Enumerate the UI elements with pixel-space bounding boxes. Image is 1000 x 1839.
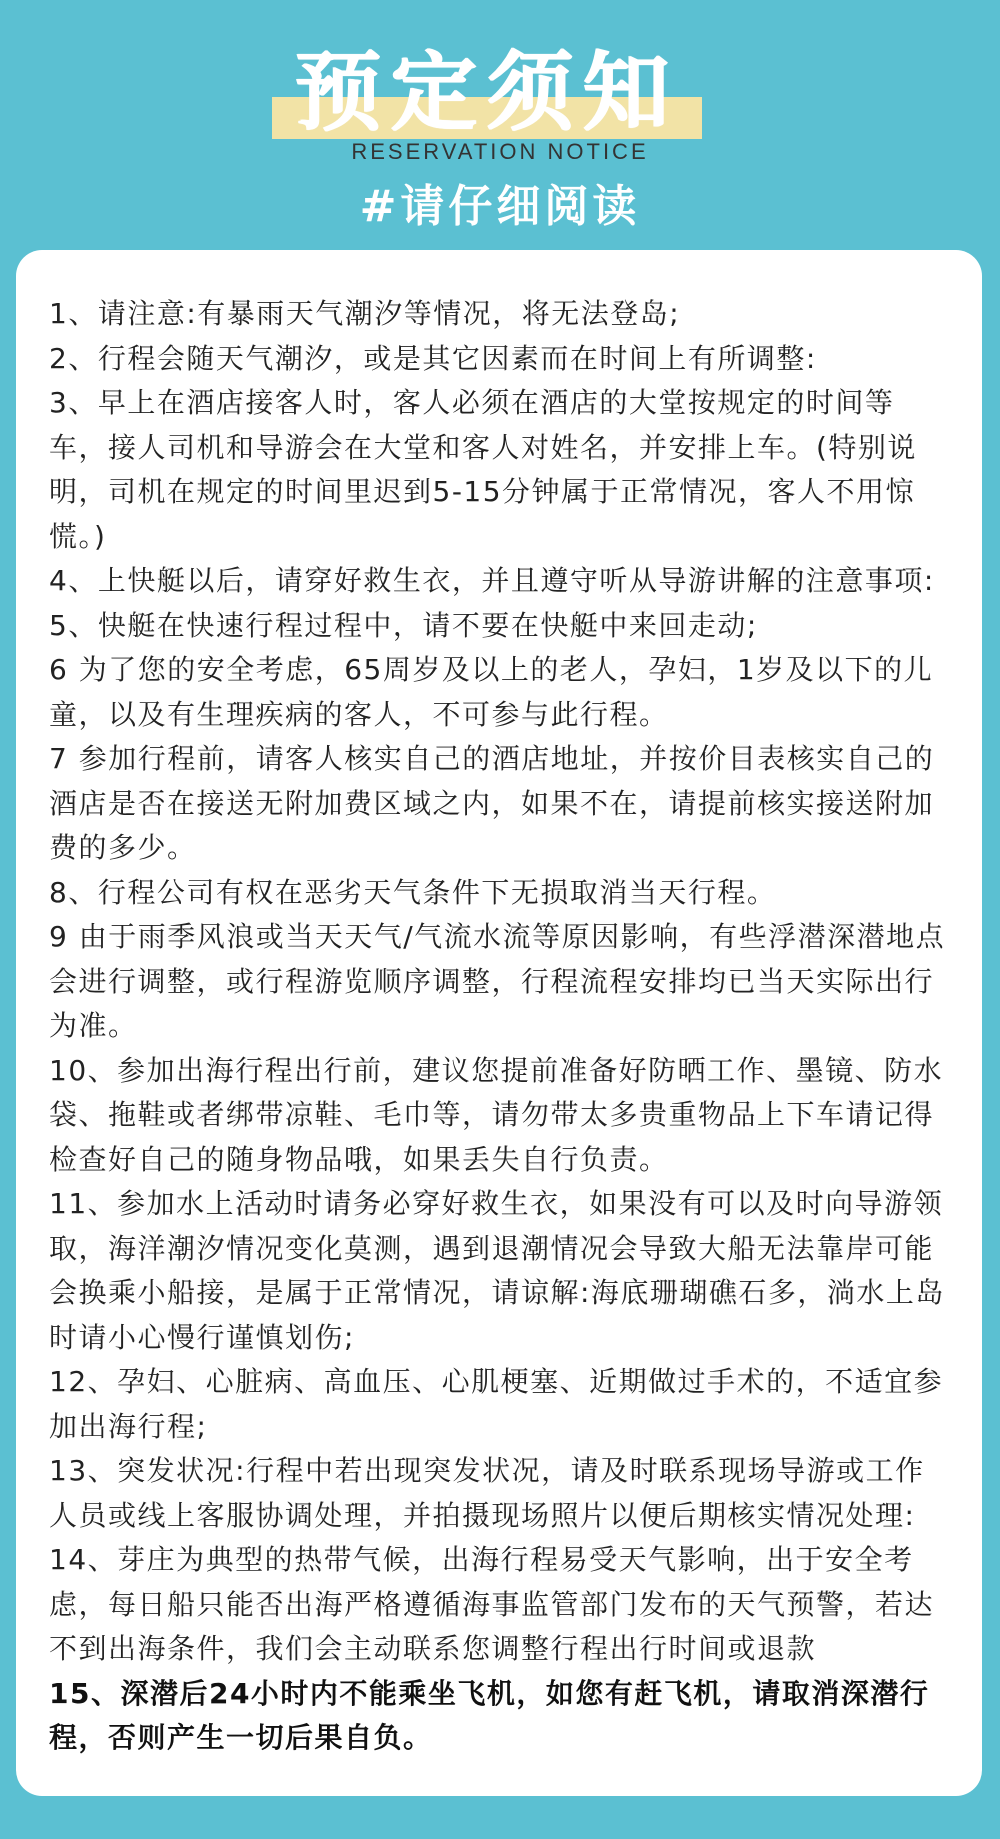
notice-card bbox=[16, 250, 982, 1796]
notice-item-4: 4、上快艇以后，请穿好救生衣，并且遵守听从导游讲解的注意事项: bbox=[49, 564, 935, 597]
notice-list bbox=[49, 292, 952, 1761]
notice-item-13: 13、突发状况:行程中若出现突发状况，请及时联系现场导游或工作人员或线上客服协调处理，并拍摄现场照片以便后期核实情况处理: bbox=[49, 1454, 925, 1532]
header bbox=[0, 0, 1000, 250]
notice-item-15: 15、深潜后24小时内不能乘坐飞机，如您有赶飞机，请取消深潜行程，否则产生一切后果自负。 bbox=[49, 1676, 930, 1754]
notice-item-11: 11、参加水上活动时请务必穿好救生衣，如果没有可以及时向导游领取，海洋潮汐情况变化莫测，遇到退潮情况会导致大船无法靠岸可能会换乘小船接，是属于正常情况，请谅解:海底珊瑚礁石多，淌水上岛时请小心慢行谨慎划伤; bbox=[49, 1187, 945, 1354]
read-carefully-prompt: #请仔细阅读 bbox=[359, 181, 641, 232]
notice-item-3: 3、早上在酒店接客人时，客人必须在酒店的大堂按规定的时间等车，接人司机和导游会在大堂和客人对姓名，并安排上车。(特别说明，司机在规定的时间里迟到5-15分钟属于正常情况，客人不用惊慌。) bbox=[49, 386, 917, 553]
notice-item-7: 7 参加行程前，请客人核实自己的酒店地址，并按价目表核实自己的酒店是否在接送无附加费区域之内，如果不在，请提前核实接送附加费的多少。 bbox=[49, 742, 935, 864]
notice-item-5: 5、快艇在快速行程过程中，请不要在快艇中来回走动; bbox=[49, 608, 758, 642]
notice-item-8: 8、行程公司有权在恶劣天气条件下无损取消当天行程。 bbox=[49, 875, 777, 909]
title-block bbox=[272, 38, 702, 148]
notice-item-9: 9 由于雨季风浪或当天天气/气流水流等原因影响，有些浮潜深潜地点会进行调整，或行程游览顺序调整，行程流程安排均已当天实际出行为准。 bbox=[49, 920, 946, 1042]
page-subtitle: RESERVATION NOTICE bbox=[351, 139, 649, 164]
notice-item-12: 12、孕妇、心脏病、高血压、心肌梗塞、近期做过手术的，不适宜参加出海行程; bbox=[49, 1365, 944, 1443]
notice-item-2: 2、行程会随天气潮汐，或是其它因素而在时间上有所调整: bbox=[49, 341, 817, 375]
notice-item-6: 6 为了您的安全考虑，65周岁及以上的老人，孕妇，1岁及以下的儿童，以及有生理疾病的客人，不可参与此行程。 bbox=[49, 653, 934, 731]
notice-item-14: 14、芽庄为典型的热带气候，出海行程易受天气影响，出于安全考虑，每日船只能否出海严格遵循海事监管部门发布的天气预警，若达不到出海条件，我们会主动联系您调整行程出行时间或退款 bbox=[49, 1543, 935, 1665]
page-title: 预定须知 bbox=[295, 43, 679, 143]
notice-item-1: 1、请注意:有暴雨天气潮汐等情况，将无法登岛; bbox=[49, 297, 681, 330]
notice-item-10: 10、参加出海行程出行前，建议您提前准备好防晒工作、墨镜、防水袋、拖鞋或者绑带凉鞋、毛巾等，请勿带太多贵重物品上下车请记得检查好自己的随身物品哦，如果丢失自行负责。 bbox=[49, 1053, 944, 1176]
